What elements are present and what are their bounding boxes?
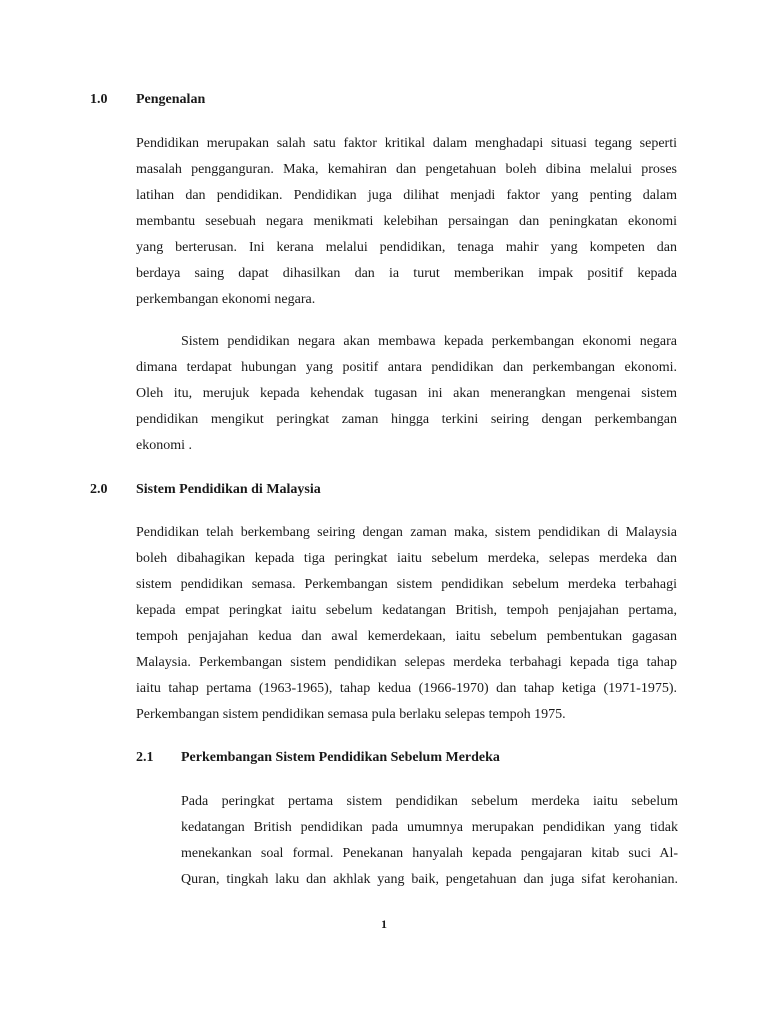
- text-line: Malaysia. Perkembangan sistem pendidikan selepas merdeka terbahagi kepada tiga tahap: [136, 655, 677, 670]
- text-line: tempoh penjajahan kedua dan awal kemerdekaan, iaitu sebelum pembentukan gagasan: [136, 629, 677, 644]
- text-line: Perkembangan sistem pendidikan semasa pula berlaku selepas tempoh 1975.: [136, 707, 566, 722]
- section-title: Sistem Pendidikan di Malaysia: [136, 482, 321, 497]
- intro-paragraph-2: [136, 329, 677, 459]
- section-number: 2.0: [90, 482, 108, 497]
- text-line: Pendidikan merupakan salah satu faktor kritikal dalam menghadapi situasi tegang seperti: [136, 136, 677, 151]
- text-line: membantu sesebuah negara menikmati kelebihan persaingan dan peningkatan ekonomi: [136, 214, 677, 229]
- section-heading-system: [90, 480, 321, 500]
- system-paragraph-1: [136, 520, 677, 728]
- text-line: boleh dibahagikan kepada tiga peringkat iaitu sebelum merdeka, selepas merdeka dan: [136, 551, 677, 566]
- text-line: dimana terdapat hubungan yang positif antara pendidikan dan perkembangan ekonomi.: [136, 360, 677, 375]
- section-title: Perkembangan Sistem Pendidikan Sebelum Merdeka: [181, 750, 500, 765]
- text-line: Pada peringkat pertama sistem pendidikan sebelum merdeka iaitu sebelum: [181, 794, 678, 809]
- text-line: ekonomi .: [136, 438, 192, 453]
- text-line: kedatangan British pendidikan pada umumnya merupakan pendidikan yang tidak: [181, 820, 678, 835]
- text-line: Quran, tingkah laku dan akhlak yang baik, pengetahuan dan juga sifat kerohanian.: [181, 872, 678, 887]
- text-line: berdaya saing dapat dihasilkan dan ia turut memberikan impak positif kepada: [136, 266, 677, 281]
- text-line: kepada empat peringkat iaitu sebelum kedatangan British, tempoh penjajahan pertama,: [136, 603, 677, 618]
- section-title: Pengenalan: [136, 92, 206, 107]
- intro-paragraph-1: [136, 131, 677, 313]
- page-number: 1: [381, 917, 387, 931]
- text-line: pendidikan mengikut peringkat zaman hingga terkini seiring dengan perkembangan: [136, 412, 677, 427]
- text-line: yang berterusan. Ini kerana melalui pendidikan, tenaga mahir yang kompeten dan: [136, 240, 677, 255]
- section-number: 2.1: [136, 750, 154, 765]
- text-line: latihan dan pendidikan. Pendidikan juga dilihat menjadi faktor yang penting dalam: [136, 188, 677, 203]
- text-line: sistem pendidikan semasa. Perkembangan sistem pendidikan sebelum merdeka terbahagi: [136, 577, 677, 592]
- section-number: 1.0: [90, 92, 108, 107]
- section-heading-intro: [90, 90, 205, 110]
- before-independence-paragraph-1: [181, 789, 678, 893]
- subsection-heading-before-independence: [136, 748, 500, 768]
- text-line: masalah pengganguran. Maka, kemahiran dan pengetahuan boleh dibina melalui proses: [136, 162, 677, 177]
- text-line: menekankan soal formal. Penekanan hanyalah kepada pengajaran kitab suci Al-: [181, 846, 678, 861]
- text-line: perkembangan ekonomi negara.: [136, 292, 316, 307]
- text-line: Pendidikan telah berkembang seiring dengan zaman maka, sistem pendidikan di Malaysia: [136, 525, 677, 540]
- text-line: Sistem pendidikan negara akan membawa kepada perkembangan ekonomi negara: [181, 334, 677, 349]
- text-line: Oleh itu, merujuk kepada kehendak tugasan ini akan menerangkan mengenai sistem: [136, 386, 677, 401]
- text-line: iaitu tahap pertama (1963-1965), tahap kedua (1966-1970) dan tahap ketiga (1971-1975).: [136, 681, 677, 696]
